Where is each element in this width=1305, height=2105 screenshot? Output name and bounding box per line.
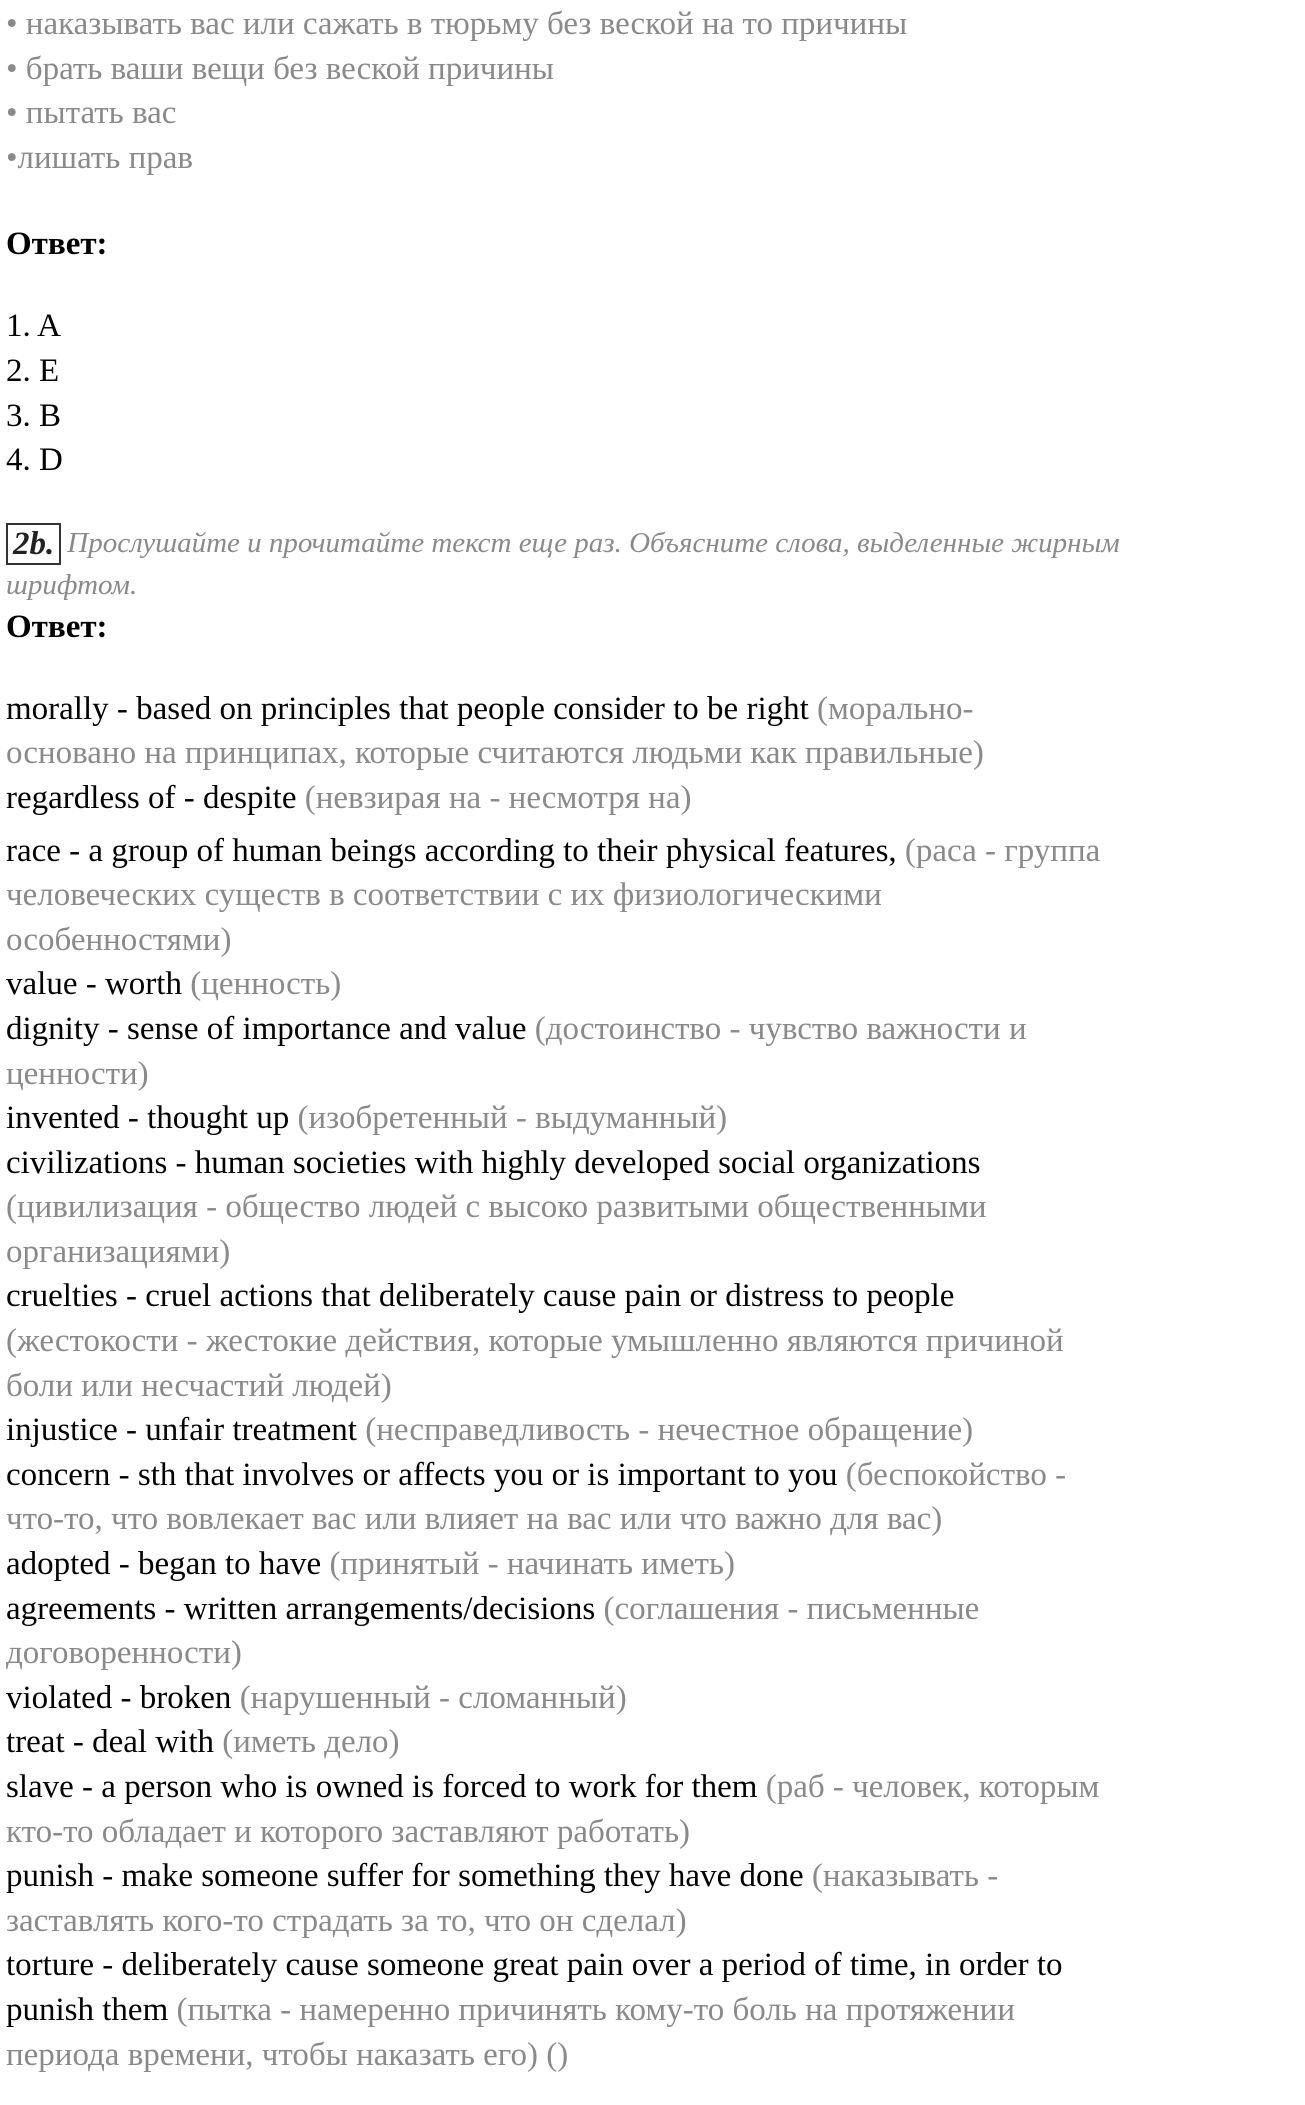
definition-line (6, 776, 1298, 821)
definition-line (6, 1408, 1298, 1453)
definition-entry (6, 1542, 1298, 1587)
translation-text: (невзирая на - несмотря на) (304, 779, 692, 816)
definition-line (6, 1720, 1298, 1765)
definition-text: agreements - written arrangements/decisions (6, 1590, 604, 1627)
definition-entry (6, 1096, 1298, 1141)
definition-entry (6, 1007, 1298, 1096)
translation-text: заставлять кого-то страдать за то, что он сделал) (6, 1902, 687, 1939)
definition-text: civilizations - human societies with highly developed social organizations (6, 1144, 981, 1181)
definition-line (6, 1497, 1298, 1542)
translation-text: (раса - группа (904, 832, 1101, 869)
definition-line (6, 1542, 1298, 1587)
definition-entry (6, 962, 1298, 1007)
definition-line (6, 2033, 1298, 2078)
definition-line (6, 873, 1298, 918)
translation-text: (цивилизация - общество людей с высоко развитыми общественными (6, 1189, 987, 1226)
definition-line (6, 1676, 1298, 1721)
definition-line (6, 1185, 1298, 1230)
translation-text: (несправедливость - нечестное обращение) (365, 1412, 974, 1449)
document-page (6, 0, 1298, 2077)
definition-line (6, 1765, 1298, 1810)
definition-line (6, 829, 1298, 874)
definition-line (6, 1141, 1298, 1186)
translation-text: (соглашения - письменные (603, 1590, 980, 1627)
answer-item: 2. E (6, 352, 60, 389)
definition-line (6, 1988, 1298, 2033)
translation-text: человеческих существ в соответствии с их физиологическими (6, 877, 882, 914)
translation-text: (ценность) (190, 966, 342, 1003)
definition-entry (6, 1274, 1298, 1408)
definition-line (6, 1274, 1298, 1319)
answer-list (6, 304, 1298, 482)
definition-entry (6, 829, 1298, 963)
task-number-badge: 2b. (6, 523, 61, 565)
definition-line (6, 1631, 1298, 1676)
definition-line (6, 687, 1298, 732)
definition-entry (6, 776, 1298, 821)
translation-text: (беспокойство - (845, 1456, 1067, 1493)
definition-line (6, 1587, 1298, 1632)
definition-line (6, 1319, 1298, 1364)
bullet-item: •лишать прав (6, 139, 193, 176)
bullet-item: • пытать вас (6, 95, 177, 132)
definition-line (6, 962, 1298, 1007)
translation-text: (пытка - намеренно причинять кому-то боль на протяжении (176, 1991, 1016, 2028)
definition-line (6, 1007, 1298, 1052)
definition-text: violated - broken (6, 1679, 240, 1716)
definition-entry (6, 1676, 1298, 1721)
translation-text: (жестокости - жестокие действия, которые умышленно являются причиной (6, 1323, 1064, 1360)
definition-entry (6, 1453, 1298, 1542)
translation-text: основано на принципах, которые считаются людьми как правильные) (6, 735, 984, 772)
translation-text: (раб - человек, которым (765, 1769, 1100, 1805)
definition-text: punish - make someone suffer for something they have done (6, 1858, 812, 1895)
definition-text: cruelties - cruel actions that deliberately cause pain or distress to people (6, 1278, 955, 1315)
definition-line (6, 918, 1298, 963)
definitions-list (6, 687, 1298, 2077)
task-text-line: Прослушайте и прочитайте текст еще раз. Объясните слова, выделенные жирным (67, 526, 1120, 559)
translation-text: что-то, что вовлекает вас или влияет на вас или что важно для вас) (6, 1501, 943, 1538)
translation-text: (изобретенный - выдуманный) (297, 1100, 728, 1137)
definition-entry (6, 687, 1298, 776)
translation-text: (принятый - начинать иметь) (329, 1546, 735, 1583)
definition-text: regardless of - despite (6, 779, 305, 816)
definition-text: invented - thought up (6, 1100, 298, 1137)
definition-text: dignity - sense of importance and value (6, 1010, 535, 1047)
definition-line (6, 1052, 1298, 1097)
task-instruction (6, 523, 1298, 605)
definition-text: torture - deliberately cause someone great pain over a period of time, in order to (6, 1947, 1063, 1984)
translation-text: (морально- (817, 690, 974, 727)
translation-text: (иметь дело) (222, 1724, 400, 1761)
answer-item: 3. B (6, 397, 62, 434)
bullet-item: • брать ваши вещи без веской причины (6, 50, 554, 87)
answer-heading: Ответ: (6, 226, 108, 263)
definition-line (6, 1810, 1298, 1855)
translation-text: организациями) (6, 1233, 231, 1270)
definition-entry (6, 1408, 1298, 1453)
translation-text: особенностями) (6, 921, 232, 958)
translation-text: кто-то обладает и которого заставляют работать) (6, 1813, 690, 1850)
translation-text: ценности) (6, 1055, 149, 1092)
translation-text: договоренности) (6, 1635, 242, 1672)
definition-line (6, 1943, 1298, 1988)
rights-bullet-list (6, 2, 1298, 180)
definition-line (6, 1899, 1298, 1944)
definition-line (6, 1230, 1298, 1275)
definition-text: morally - based on principles that people consider to be right (6, 690, 818, 727)
definition-line (6, 731, 1298, 776)
definition-entry (6, 1587, 1298, 1676)
definition-entry (6, 1765, 1298, 1854)
definition-text: slave - a person who is owned is forced to work for them (6, 1769, 766, 1805)
answer-item: 1. A (6, 308, 62, 345)
definition-line (6, 1096, 1298, 1141)
definition-line (6, 1364, 1298, 1409)
definition-text: value - worth (6, 966, 191, 1003)
translation-text: периода времени, чтобы наказать его) () (6, 2036, 569, 2073)
definition-text: treat - deal with (6, 1724, 223, 1761)
translation-text: (достоинство - чувство важности и (534, 1010, 1027, 1047)
translation-text: боли или несчастий людей) (6, 1367, 392, 1404)
definition-text: adopted - began to have (6, 1546, 330, 1583)
definition-text: concern - sth that involves or affects you or is important to you (6, 1456, 846, 1493)
task-text-line: шрифтом. (6, 568, 138, 601)
definition-entry (6, 1943, 1298, 2077)
translation-text: (наказывать - (811, 1858, 999, 1895)
definition-line (6, 1854, 1298, 1899)
translation-text: (нарушенный - сломанный) (239, 1679, 627, 1716)
definition-entry (6, 1141, 1298, 1275)
definition-entry (6, 1720, 1298, 1765)
answer-item: 4. D (6, 442, 63, 479)
definition-line (6, 1453, 1298, 1498)
answer-heading-2: Ответ: (6, 608, 108, 645)
definition-entry (6, 1854, 1298, 1943)
definition-text: punish them (6, 1991, 177, 2028)
bullet-item: • наказывать вас или сажать в тюрьму без веской на то причины (6, 6, 908, 42)
definition-text: race - a group of human beings according to their physical features, (6, 832, 905, 869)
definition-text: injustice - unfair treatment (6, 1412, 366, 1449)
